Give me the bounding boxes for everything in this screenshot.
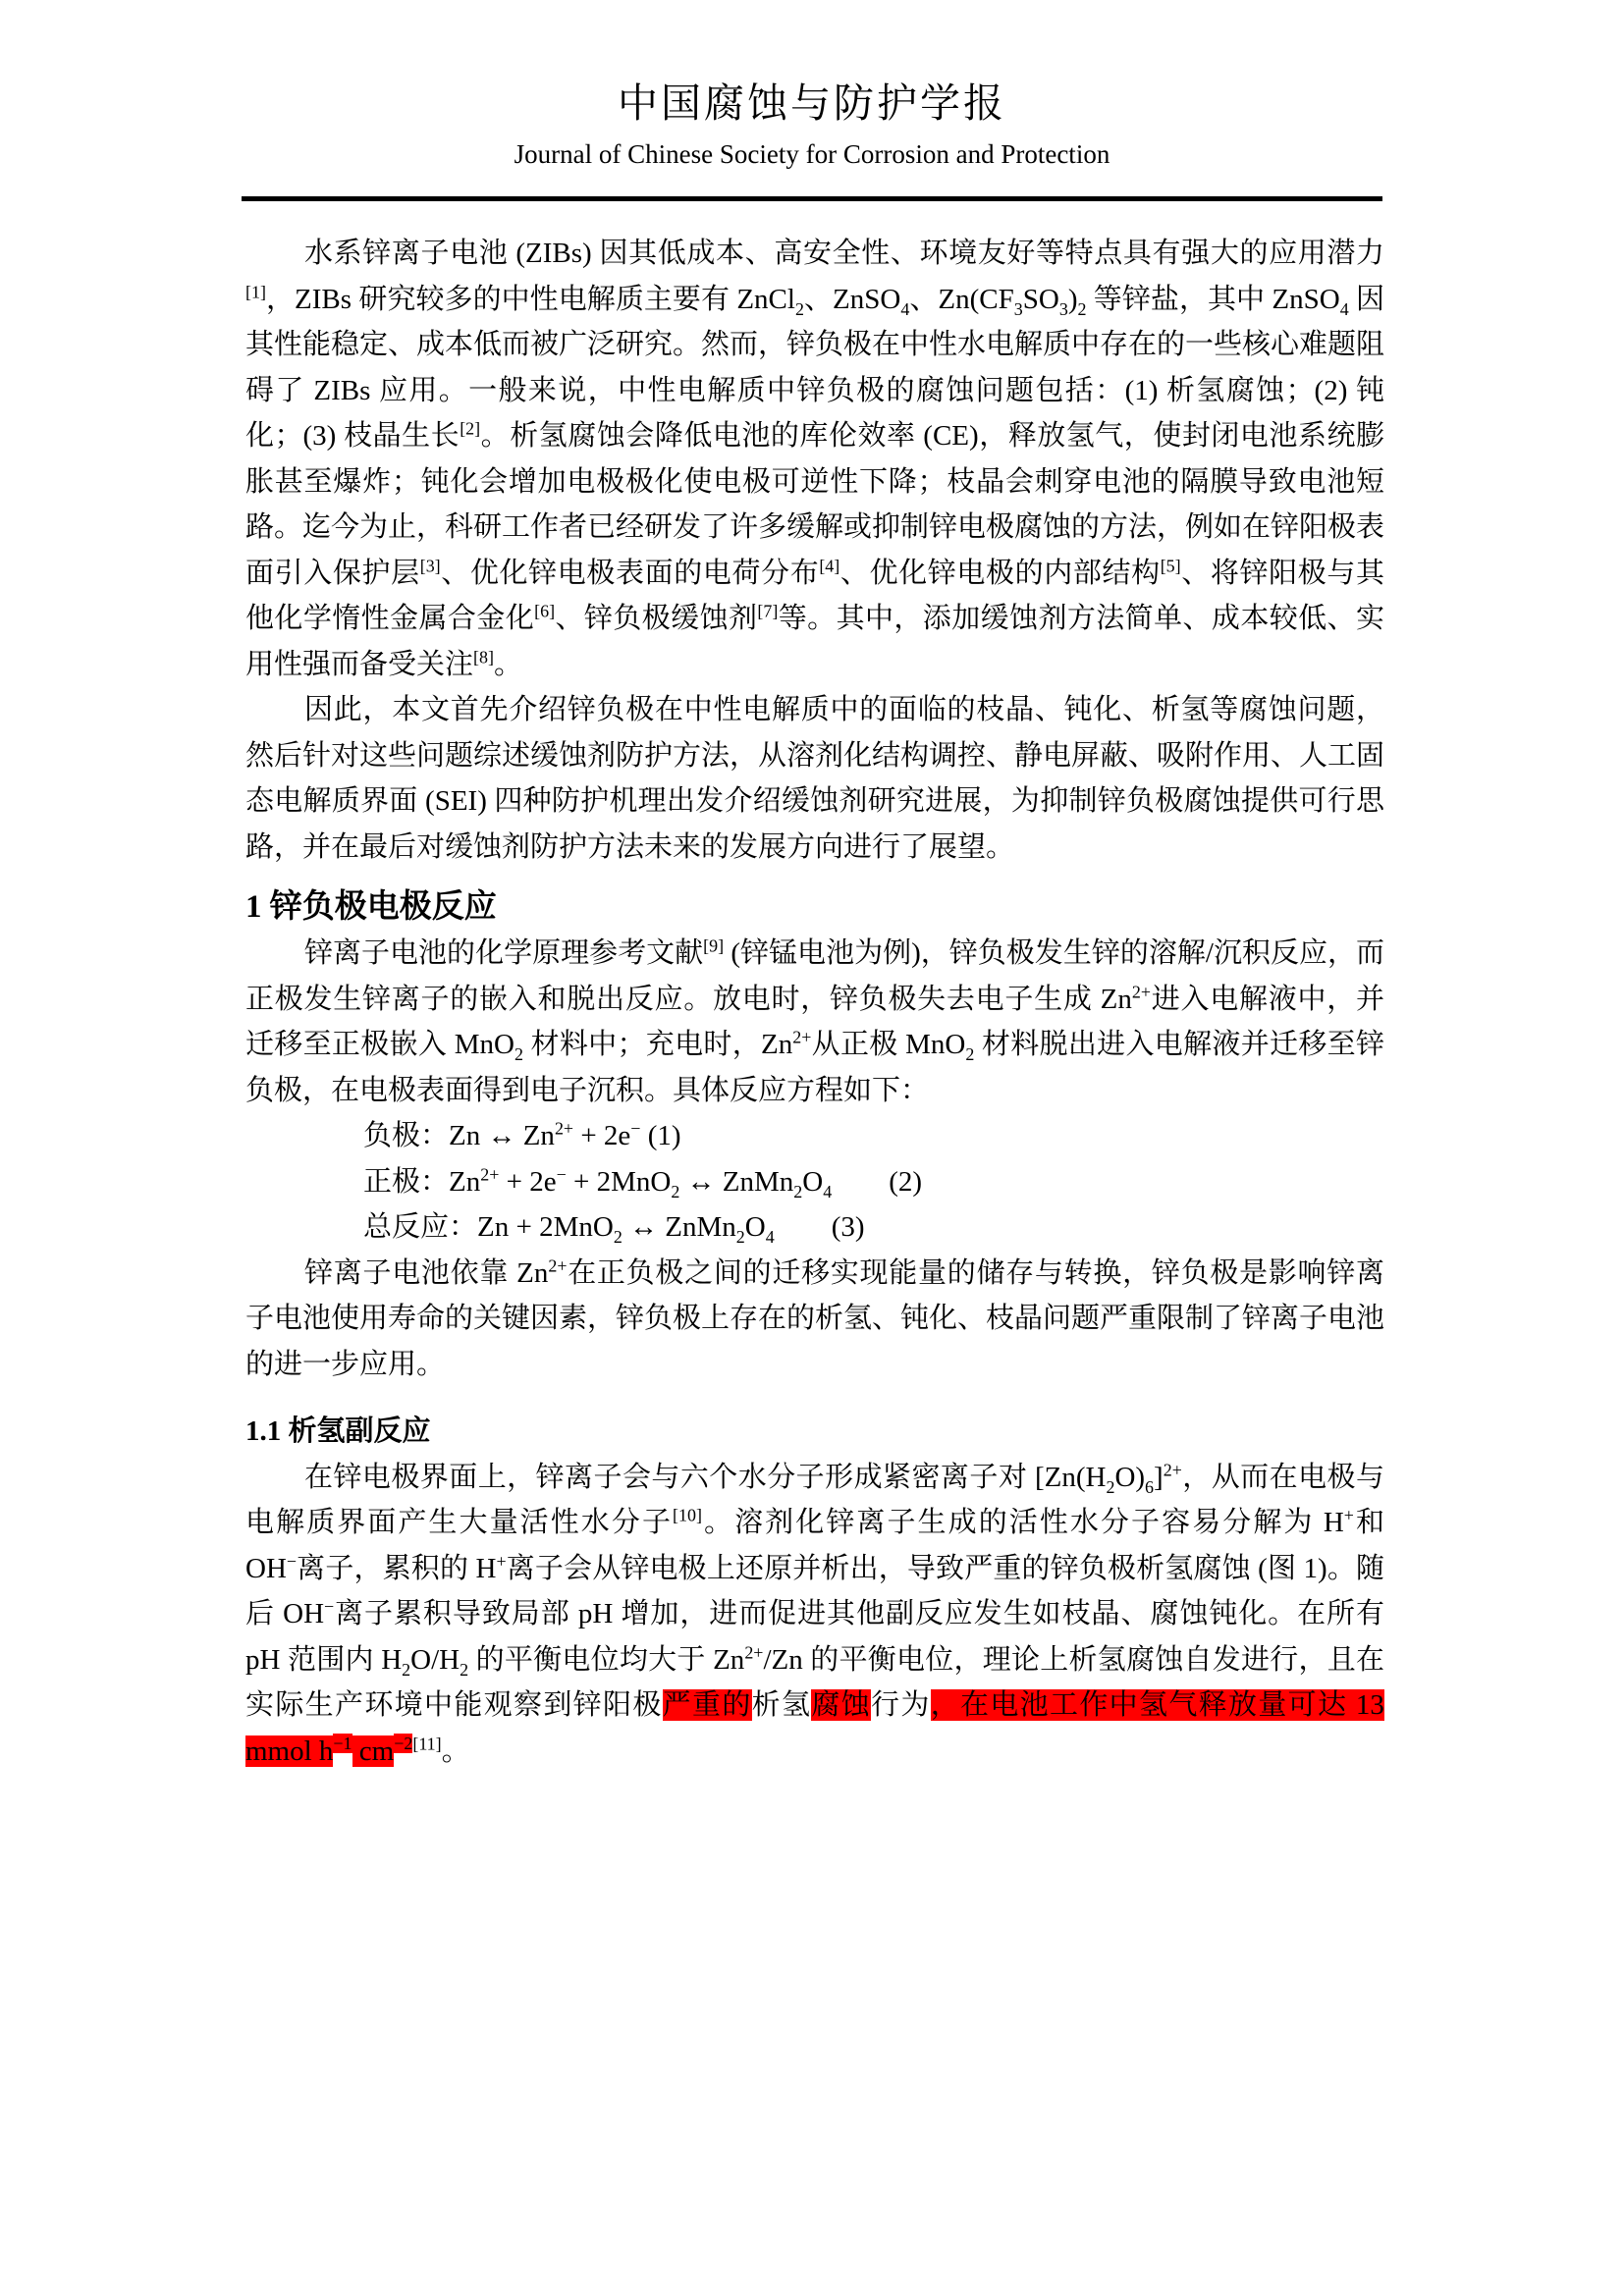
paragraph-overview: 因此，本文首先介绍锌负极在中性电解质中的面临的枝晶、钝化、析氢等腐蚀问题，然后针对这些问题综述缓蚀剂防护方法，从溶剂化结构调控、静电屏蔽、吸附作用、人工固态电解质界面 (SEI) 四种防护机理出发介绍缓蚀剂研究进展，为抑制锌负极腐蚀提供可行思路，并在最后对缓蚀剂防护方法未来的发展方向进行了展望。 [245,694,1385,863]
header-divider-rule [242,196,1382,201]
equation-block [245,1113,1384,1251]
paragraph-hydrogen-evolution: 在锌电极界面上，锌离子会与六个水分子形成紧密离子对 $[Zn(H_2O)_6]^{2+}$，从而在电极与电解质界面产生大量活性水分子[10]。溶剂化锌离子生成的活性水分子容易分解为 H+和 OH−离子，累积的 H+离子会从锌电极上还原并析出，导致严重的锌负极析氢腐蚀 (图 1)。随后 OH−离子累积导致局部 pH 增加，进而促进其他副反应发生如枝晶、腐蚀钝化。在所有 pH 范围内 $H_2O/H_2$ 的平衡电位均大于 $Zn^{2+}/Zn$ 的平衡电位，理论上析氢腐蚀自发进行，且在实际生产环境中能观察到锌阳极严重的析氢腐蚀行为，在电池工作中氢气释放量可达 13 mmol $h^{-1}$ $cm^{-2[11]}$。 [245,1459,1384,1767]
article-body [0,231,1624,1774]
section-heading-1-1: 1.1 析氢副反应 [245,1415,431,1447]
paragraph-zinc-anode-role: 锌离子电池依靠 $Zn^{2+}$在正负极之间的迁移实现能量的储存与转换，锌负极是影响锌离子电池使用寿命的关键因素，锌负极上存在的析氢、钝化、枝晶问题严重限制了锌离子电池的进一步应用。 [245,1255,1385,1380]
equation-anode: 负极：Zn ↔ $Zn^{2+} + 2e^-$ (1) [363,1118,681,1151]
section-heading-1: 1 锌负极电极反应 [245,889,497,925]
journal-subtitle: Journal of Chinese Society for Corrosion and Protection [514,139,1110,169]
journal-title: 中国腐蚀与防护学报 [618,80,1006,126]
journal-header [0,0,1624,201]
equation-overall: 总反应：Zn + 2MnO$_2$ ↔ $ZnMn_2O_4$ (3) [363,1211,865,1247]
paragraph-electrode-reaction: 锌离子电池的化学原理参考文献[9] (锌锰电池为例)，锌负极发生锌的溶解/沉积反应，而正极发生锌离子的嵌入和脱出反应。放电时，锌负极失去电子生成 $Zn^{2+}$进入电解液中，并迁移至正极嵌入 MnO$_2$ 材料中；充电时，$Zn^{2+}$从正极 MnO$_2$ 材料脱出进入电解液并迁移至锌负极，在电极表面得到电子沉积。具体反应方程如下： [245,935,1384,1106]
paragraph-intro: 水系锌离子电池 (ZIBs) 因其低成本、高安全性、环境友好等特点具有强大的应用潜力[1]，ZIBs 研究较多的中性电解质主要有 ZnCl$_2$、ZnSO$_4$、$Zn(CF_3SO_3)_2$ 等锌盐，其中 ZnSO$_4$ 因其性能稳定、成本低而被广泛研究。然而，锌负极在中性水电解质中存在的一些核心难题阻碍了 ZIBs 应用。一般来说，中性电解质中锌负极的腐蚀问题包括：(1) 析氢腐蚀；(2) 钝化；(3) 枝晶生长[2]。析氢腐蚀会降低电池的库伦效率 (CE)，释放氢气，使封闭电池系统膨胀甚至爆炸；钝化会增加电极极化使电极可逆性下降；枝晶会刺穿电池的隔膜导致电池短路。迄今为止，科研工作者已经研发了许多缓解或抑制锌电极腐蚀的方法，例如在锌阳极表面引入保护层[3]、优化锌电极表面的电荷分布[4]、优化锌电极的内部结构[5]、将锌阳极与其他化学惰性金属合金化[6]、锌负极缓蚀剂[7]等。其中，添加缓蚀剂方法简单、成本较低、实用性强而备受关注[8]。 [245,238,1385,680]
equation-cathode: 正极：$Zn^{2+} + 2e^- + 2MnO_2$ ↔ $ZnMn_2O_4$ (2) [363,1163,923,1201]
